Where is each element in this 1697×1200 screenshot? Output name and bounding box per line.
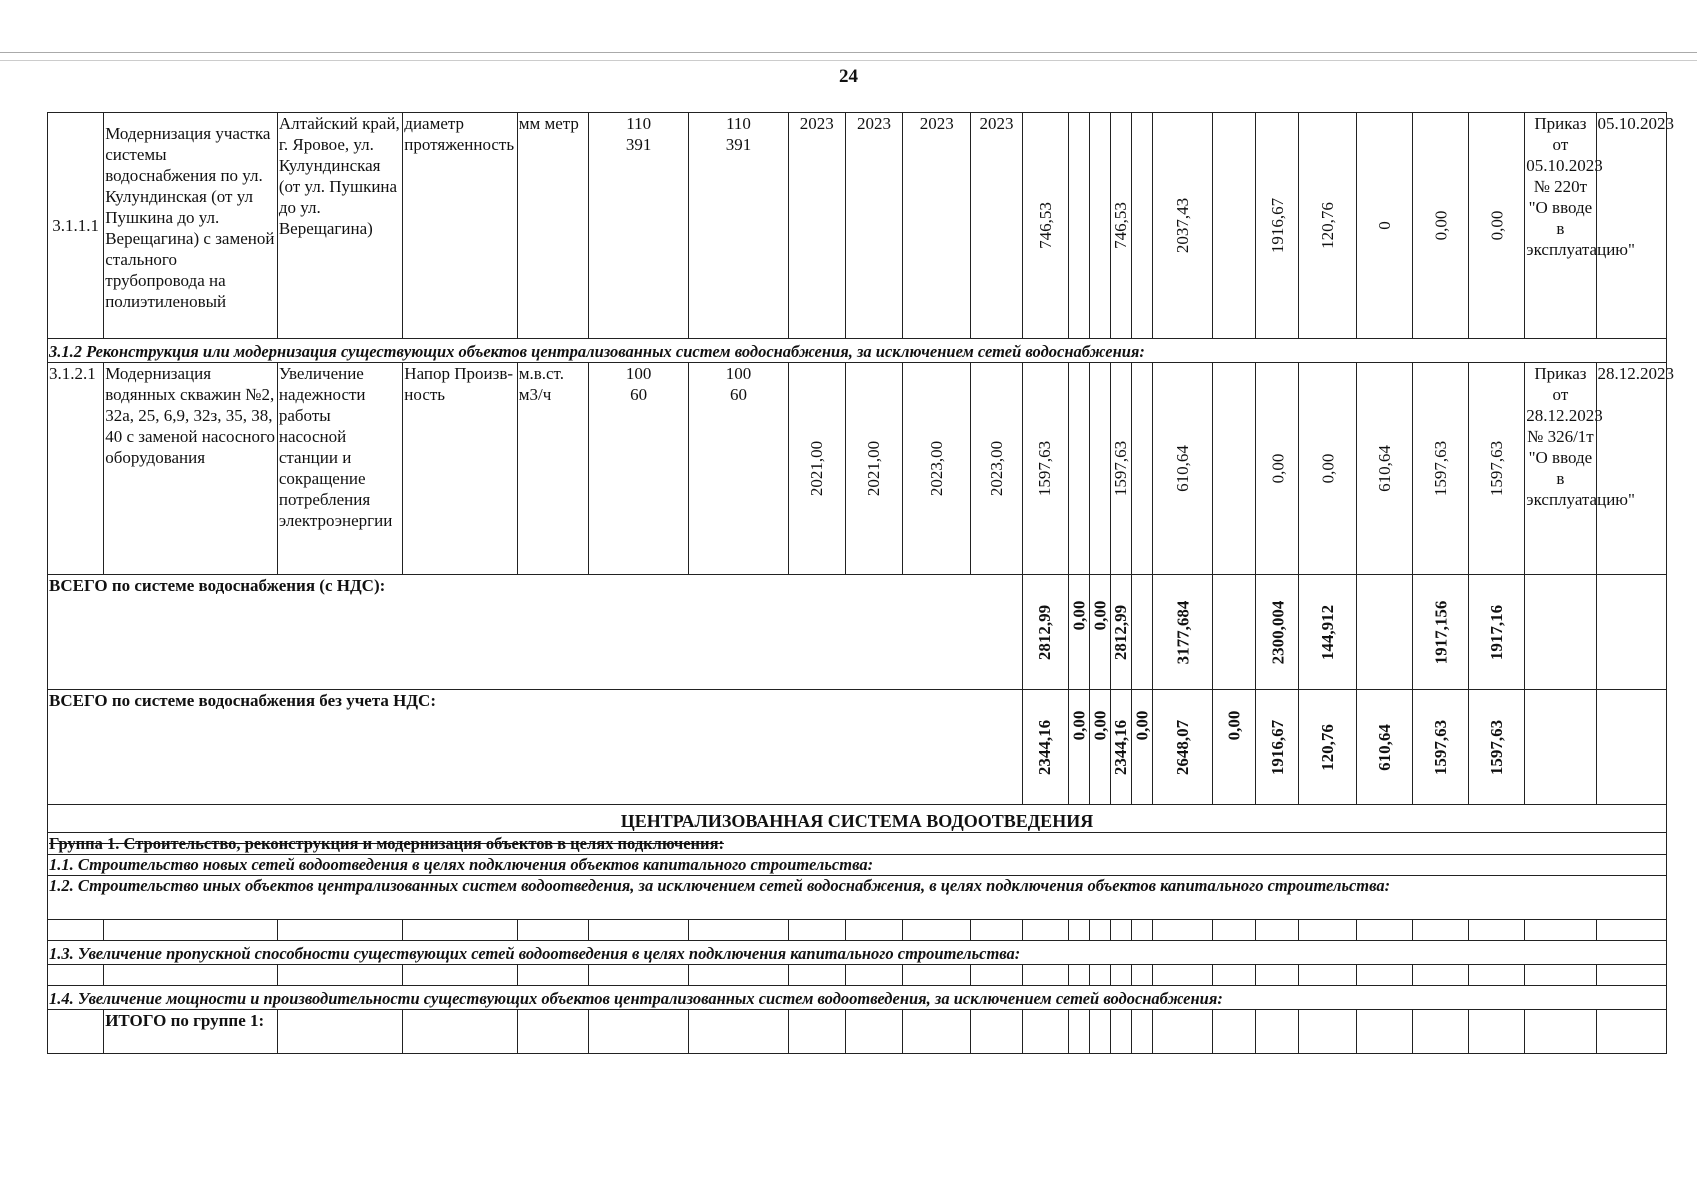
empty-cell (104, 920, 278, 941)
table-row (48, 113, 1667, 339)
empty-cell (1596, 575, 1666, 690)
empty-cell (1089, 965, 1110, 986)
finance-cell: 1597,63 (1412, 363, 1468, 575)
empty-cell (1213, 920, 1256, 941)
empty-cell (1412, 965, 1468, 986)
empty-cell (403, 920, 517, 941)
section-title-row (48, 805, 1667, 833)
empty-cell (277, 920, 402, 941)
finance-cell (1089, 363, 1110, 575)
empty-cell (588, 920, 688, 941)
empty-cell (1110, 965, 1131, 986)
empty-cell (48, 1010, 104, 1054)
empty-cell (1469, 1010, 1525, 1054)
empty-cell (1596, 965, 1666, 986)
empty-cell (845, 965, 902, 986)
total-cell: 2812,99 (1022, 575, 1068, 690)
empty-cell (788, 920, 845, 941)
empty-cell (588, 1010, 688, 1054)
total-cell: 2812,99 (1110, 575, 1131, 690)
empty-cell (48, 965, 104, 986)
wastewater-title: ЦЕНТРАЛИЗОВАННАЯ СИСТЕМА ВОДООТВЕДЕНИЯ (48, 805, 1667, 833)
total-cell (1213, 575, 1256, 690)
empty-row (48, 920, 1667, 941)
total-cell: 0,00 (1068, 575, 1089, 690)
year-cell: 2023 (903, 113, 971, 339)
total-cell: 144,912 (1299, 575, 1356, 690)
empty-cell (1022, 965, 1068, 986)
empty-cell (1152, 965, 1212, 986)
finance-cell (1131, 113, 1152, 339)
empty-cell (277, 965, 402, 986)
finance-cell: 746,53 (1110, 113, 1131, 339)
empty-cell (845, 1010, 902, 1054)
empty-cell (689, 1010, 788, 1054)
total-cell: 1916,67 (1256, 690, 1299, 805)
value-after: 100 60 (689, 363, 788, 575)
section-heading: 1.3. Увеличение пропускной способности существующих сетей водоотведения в целях подключения капитального строительства: (48, 941, 1667, 965)
value-before: 100 60 (588, 363, 688, 575)
finance-cell: 0,00 (1469, 113, 1525, 339)
empty-cell (1412, 920, 1468, 941)
empty-cell (1596, 690, 1666, 805)
empty-cell (517, 1010, 588, 1054)
empty-cell (1089, 920, 1110, 941)
project-purpose: Увеличение надежности работы насосной станции и сокращение потребления электроэнергии (277, 363, 402, 575)
row-number: 3.1.1.1 (48, 113, 104, 339)
total-cell: 1917,156 (1412, 575, 1468, 690)
year-cell: 2023 (971, 113, 1022, 339)
finance-cell: 1597,63 (1469, 363, 1525, 575)
parameter-name: Напор Произв-ность (403, 363, 517, 575)
empty-cell (403, 1010, 517, 1054)
total-cell: 0,00 (1213, 690, 1256, 805)
empty-cell (1469, 965, 1525, 986)
year-cell: 2021,00 (788, 363, 845, 575)
order-date: 28.12.2023 (1596, 363, 1666, 575)
year-cell: 2023,00 (971, 363, 1022, 575)
total-cell: 3177,684 (1152, 575, 1212, 690)
section-heading: 1.2. Строительство иных объектов централизованных систем водоотведения, за исключением сетей водоснабжения, в целях подключения объектов капитального строительства: (48, 876, 1667, 920)
section-heading-row (48, 855, 1667, 876)
group-heading: Группа 1. Строительство, реконструкция и модернизация объектов в целях подключения: (48, 833, 1667, 855)
empty-cell (1152, 1010, 1212, 1054)
total-cell: 0,00 (1089, 690, 1110, 805)
empty-cell (1022, 1010, 1068, 1054)
empty-cell (1525, 1010, 1596, 1054)
finance-cell: 0,00 (1299, 363, 1356, 575)
empty-cell (1131, 965, 1152, 986)
finance-cell: 746,53 (1022, 113, 1068, 339)
empty-cell (1089, 1010, 1110, 1054)
empty-cell (689, 965, 788, 986)
total-cell: 2300,004 (1256, 575, 1299, 690)
table-row (48, 363, 1667, 575)
year-cell: 2023 (845, 113, 902, 339)
empty-cell (1068, 920, 1089, 941)
empty-cell (1299, 1010, 1356, 1054)
project-name: Модернизация водянных скважин №2, 32а, 25, 6,9, 32з, 35, 38, 40 с заменой насосного оборудования (104, 363, 278, 575)
empty-cell (971, 1010, 1022, 1054)
finance-cell: 0,00 (1412, 113, 1468, 339)
empty-cell (1213, 965, 1256, 986)
total-cell (1131, 575, 1152, 690)
empty-cell (517, 920, 588, 941)
empty-cell (788, 965, 845, 986)
order-date: 05.10.2023 (1596, 113, 1666, 339)
empty-cell (1469, 920, 1525, 941)
finance-cell: 1597,63 (1022, 363, 1068, 575)
empty-cell (1131, 1010, 1152, 1054)
finance-cell (1131, 363, 1152, 575)
empty-cell (788, 1010, 845, 1054)
section-heading-row (48, 986, 1667, 1010)
empty-cell (1412, 1010, 1468, 1054)
empty-cell (1525, 690, 1596, 805)
subtotal-row (48, 1010, 1667, 1054)
project-name: Модернизация участка системы водоснабжения по ул. Кулундинская (от ул Пушкина до ул. Верещагина) с заменой стального трубопровода на полиэтиленовый (104, 113, 278, 339)
empty-cell (1596, 920, 1666, 941)
empty-cell (1299, 965, 1356, 986)
year-cell: 2021,00 (845, 363, 902, 575)
finance-cell: 610,64 (1152, 363, 1212, 575)
empty-cell (1110, 920, 1131, 941)
total-label: ВСЕГО по системе водоснабжения без учета НДС: (48, 690, 1023, 805)
empty-cell (1110, 1010, 1131, 1054)
total-cell: 2344,16 (1022, 690, 1068, 805)
empty-cell (48, 920, 104, 941)
empty-cell (1256, 965, 1299, 986)
page-number: 24 (839, 66, 858, 87)
total-row (48, 690, 1667, 805)
finance-cell: 1597,63 (1110, 363, 1131, 575)
empty-cell (1256, 920, 1299, 941)
total-cell: 1597,63 (1469, 690, 1525, 805)
total-cell: 1917,16 (1469, 575, 1525, 690)
section-heading: 3.1.2 Реконструкция или модернизация существующих объектов централизованных систем водоснабжения, за исключением сетей водоснабжения: (48, 339, 1667, 363)
section-heading-row (48, 876, 1667, 920)
total-cell: 0,00 (1068, 690, 1089, 805)
total-row (48, 575, 1667, 690)
section-heading: 1.1. Строительство новых сетей водоотведения в целях подключения объектов капитального строительства: (48, 855, 1667, 876)
empty-cell (689, 920, 788, 941)
empty-cell (517, 965, 588, 986)
value-before: 110 391 (588, 113, 688, 339)
empty-cell (1152, 920, 1212, 941)
parameter-unit: мм метр (517, 113, 588, 339)
scan-top-line-2 (0, 60, 1697, 61)
empty-cell (1068, 965, 1089, 986)
group-heading-row (48, 833, 1667, 855)
value-after: 110 391 (689, 113, 788, 339)
total-cell: 2648,07 (1152, 690, 1212, 805)
finance-cell (1089, 113, 1110, 339)
order-reference: Приказ от 05.10.2023 № 220т "О вводе в эксплуатацию" (1525, 113, 1596, 339)
total-cell: 2344,16 (1110, 690, 1131, 805)
parameter-name: диаметр протяженность (403, 113, 517, 339)
investment-program-table (47, 112, 1675, 1054)
empty-cell (1213, 1010, 1256, 1054)
section-heading: 1.4. Увеличение мощности и производительности существующих объектов централизованных систем водоотведения, за исключением сетей водоснабжения: (48, 986, 1667, 1010)
finance-cell (1213, 113, 1256, 339)
row-number: 3.1.2.1 (48, 363, 104, 575)
empty-cell (277, 1010, 402, 1054)
empty-cell (903, 920, 971, 941)
order-reference: Приказ от 28.12.2023 № 326/1т "О вводе в эксплуатацию" (1525, 363, 1596, 575)
finance-cell: 0 (1356, 113, 1412, 339)
finance-cell: 120,76 (1299, 113, 1356, 339)
empty-cell (1131, 920, 1152, 941)
empty-cell (1256, 1010, 1299, 1054)
empty-cell (1068, 1010, 1089, 1054)
total-cell (1356, 575, 1412, 690)
finance-cell: 0,00 (1256, 363, 1299, 575)
total-cell: 0,00 (1089, 575, 1110, 690)
empty-cell (104, 965, 278, 986)
empty-cell (903, 965, 971, 986)
empty-cell (971, 965, 1022, 986)
empty-cell (971, 920, 1022, 941)
finance-cell: 2037,43 (1152, 113, 1212, 339)
empty-cell (1525, 575, 1596, 690)
total-label: ВСЕГО по системе водоснабжения (с НДС): (48, 575, 1023, 690)
total-cell: 0,00 (1131, 690, 1152, 805)
finance-cell (1068, 113, 1089, 339)
parameter-unit: м.в.ст. м3/ч (517, 363, 588, 575)
section-heading-row (48, 941, 1667, 965)
year-cell: 2023,00 (903, 363, 971, 575)
finance-cell (1068, 363, 1089, 575)
empty-cell (403, 965, 517, 986)
total-cell: 120,76 (1299, 690, 1356, 805)
finance-cell: 1916,67 (1256, 113, 1299, 339)
empty-cell (1356, 920, 1412, 941)
year-cell: 2023 (788, 113, 845, 339)
empty-cell (1299, 920, 1356, 941)
total-cell: 1597,63 (1412, 690, 1468, 805)
empty-cell (1022, 920, 1068, 941)
empty-row (48, 965, 1667, 986)
empty-cell (1525, 965, 1596, 986)
empty-cell (1525, 920, 1596, 941)
empty-cell (1356, 1010, 1412, 1054)
empty-cell (845, 920, 902, 941)
empty-cell (1596, 1010, 1666, 1054)
empty-cell (903, 1010, 971, 1054)
total-cell: 610,64 (1356, 690, 1412, 805)
scan-top-line (0, 52, 1697, 53)
section-heading-row (48, 339, 1667, 363)
finance-cell (1213, 363, 1256, 575)
finance-cell: 610,64 (1356, 363, 1412, 575)
empty-cell (1356, 965, 1412, 986)
empty-cell (588, 965, 688, 986)
project-location: Алтайский край, г. Яровое, ул. Кулундинская (от ул. Пушкина до ул. Верещагина) (277, 113, 402, 339)
subtotal-label: ИТОГО по группе 1: (104, 1010, 278, 1054)
